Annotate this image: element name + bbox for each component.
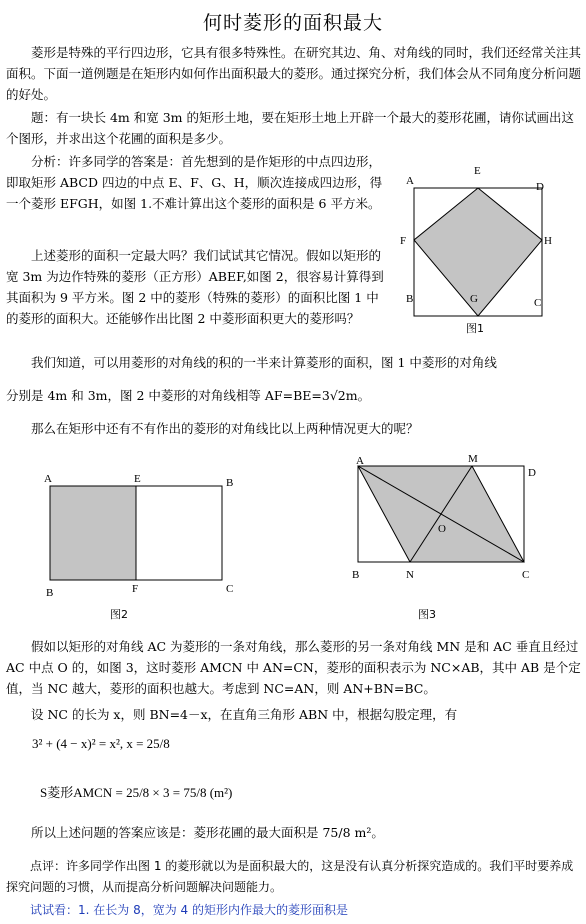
question-paragraph: 上述菱形的面积一定最大吗？我们试试其它情况。假如以矩形的宽 3m 为边作特殊的菱形（正方形）ABEF,如图 2，很容易计算得到其面积为 9 平方米。图 2 中的菱形（特殊的菱形）的面积比图 1 中的菱形的面积大。还能够作出比图 2 中菱形面积更大的菱形吗？ [6,248,384,326]
diagonal-paragraph-1: 我们知道，可以用菱形的对角线的积的一半来计算菱形的面积，图 1 中菱形的对角线 [31,355,497,370]
fig3-label-n: N [406,569,414,581]
figure-1 [396,160,566,340]
fig2-label-b-right: B [226,477,234,489]
fig3-label-d: D [528,467,536,479]
diagonal-paragraph-2: 分别是 4m 和 3m，图 2 中菱形的对角线相等 AF=BE=3√2m。 [6,388,371,403]
fig2-label-f: F [132,583,139,595]
fig2-label-e: E [134,473,141,485]
equation-pythagoras: 3² + (4 − x)² = x², x = 25/8 [32,736,170,751]
fig1-label-c: C [534,297,542,309]
answer-paragraph: 所以上述问题的答案应该是：菱形花圃的最大面积是 75/8 m²。 [31,825,384,840]
figure-2 [38,466,248,624]
fig1-label-h: H [544,235,552,247]
fig1-label-f: F [400,235,407,247]
fig3-label-c: C [522,569,530,581]
fig1-label-a: A [406,175,414,187]
bigger-question-paragraph: 那么在矩形中还有不有作出的菱形的对角线比以上两种情况更大的呢？ [31,421,419,436]
fig3-label-b: B [352,569,360,581]
fig3-label-m: M [468,453,478,465]
fig1-label-e: E [474,165,481,177]
fig2-caption: 图2 [110,608,128,621]
fig2-label-b: B [46,587,54,599]
page-title: 何时菱形的面积最大 [202,12,383,34]
fig3-label-a: A [356,455,364,467]
fig3-explanation-paragraph: 假如以矩形的对角线 AC 为菱形的一条对角线，那么菱形的另一条对角线 MN 是和 AC 垂直且经过 AC 中点 O 的，如图 3，这时菱形 AMCN 中 AN=CN，菱形的面积表示为 NC×AB，其中 AB 是个定值，当 NC 越大，菱形的面积也越大。考虑到 NC=AN，则 AN+BN=BC。 [6,639,581,696]
fig2-label-c: C [226,583,234,595]
fig1-label-b: B [406,293,414,305]
fig1-label-d: D [536,181,544,193]
comment-paragraph: 点评：许多同学作出图 1 的菱形就以为是面积最大的，这是没有认真分析探究造成的。我们平时要养成探究问题的习惯，从而提高分析问题解决问题能力。 [6,859,574,894]
fig3-label-o: O [438,523,446,535]
fig1-label-g: G [470,293,478,305]
fig1-caption: 图1 [466,322,484,335]
setup-paragraph: 设 NC 的长为 x，则 BN=4－x，在直角三角形 ABN 中，根据勾股定理，有 [31,707,458,722]
fig2-label-a: A [44,473,52,485]
try-paragraph: 试试看：1. 在长为 8，宽为 4 的矩形内作最大的菱形面积是 [30,903,348,917]
figure-3 [346,452,546,624]
equation-area: S菱形AMCN = 25/8 × 3 = 75/8 (m²) [40,785,233,800]
problem-paragraph: 题：有一块长 4m 和宽 3m 的矩形土地，要在矩形土地上开辟一个最大的菱形花圃，请你试画出这个图形，并求出这个花圃的面积是多少。 [6,110,575,146]
intro-paragraph: 菱形是特殊的平行四边形，它具有很多特殊性。在研究其边、角、对角线的同时，我们还经常关注其面积。下面一道例题是在矩形内如何作出面积最大的菱形。通过探究分析，我们体会从不同角度分析问题的好处。 [6,45,582,102]
fig3-caption: 图3 [418,608,436,621]
analysis-paragraph: 分析：许多同学的答案是：首先想到的是作矩形的中点四边形，即取矩形 ABCD 四边的中点 E、F、G、H，顺次连接成四边形，得一个菱形 EFGH，如图 1.不难计算出这个菱形的面积是 6 平方米。 [6,154,383,211]
